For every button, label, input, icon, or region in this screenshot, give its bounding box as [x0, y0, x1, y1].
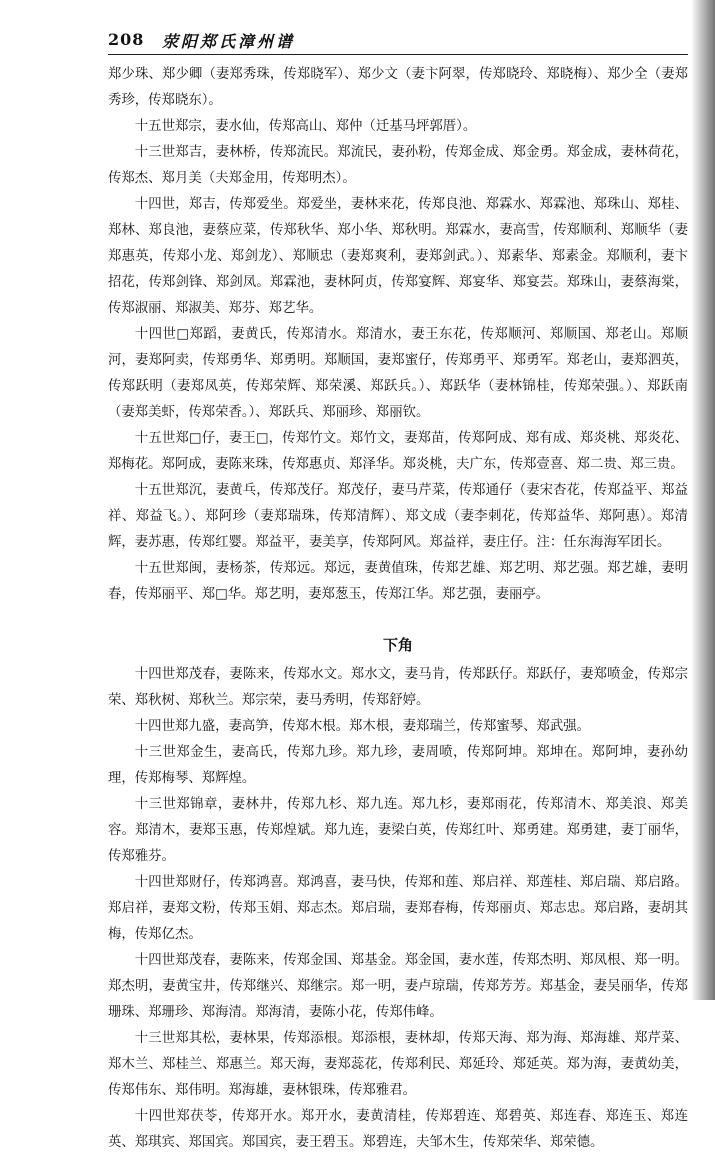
genealogy-paragraph: 十五世郑闽，妻杨茶，传郑远。郑远，妻黄值珠，传郑艺雄、郑艺明、郑艺强。郑艺雄，妻明春，传郑丽平、郑□华。郑艺明，妻郑葱玉，传郑江华。郑艺强，妻丽亭。: [108, 561, 688, 602]
genealogy-paragraph: 十三世郑金生，妻高氏，传郑九珍。郑九珍，妻周喷，传郑阿坤。郑坤在。郑阿坤，妻孙幼理，传郑梅琴、郑辉煌。: [108, 745, 688, 786]
genealogy-paragraph: 十四世郑茯苓，传郑开水。郑开水，妻黄清桂，传郑碧连、郑碧英、郑连春、郑连玉、郑连英、郑琪宾、郑国宾。郑国宾，妻王碧玉。郑碧连，夫邹木生，传郑荣华、郑荣德。: [108, 1109, 688, 1150]
genealogy-paragraph: 十五世郑□仔，妻王□，传郑竹文。郑竹文，妻郑苗，传郑阿成、郑有成、郑炎桃、郑炎花、郑梅花。郑阿成，妻陈来珠，传郑惠贞、郑泽华。郑炎桃，夫广东，传郑壹喜、郑二贵、郑三贵。: [108, 431, 688, 472]
genealogy-paragraph: 十三世郑锦章，妻林井，传郑九杉、郑九连。郑九杉，妻郑雨花，传郑清木、郑美浪、郑美容。郑清木，妻郑玉惠，传郑煌斌。郑九连，妻梁白英，传郑红叶、郑勇建。郑勇建，妻丁丽华，传郑雅芬。: [108, 797, 688, 864]
page-header: [108, 28, 688, 55]
genealogy-paragraph: 十四世，郑吉，传郑爱坐。郑爱坐，妻林来花，传郑良池、郑霖水、郑霖池、郑珠山、郑桂、郑林、郑良池，妻蔡应菜，传郑秋华、郑小华、郑秋明。郑霖水，妻高雪，传郑顺利、郑顺华（妻郑惠英，传郑小龙、郑剑龙）、郑顺忠（妻郑爽利，妻郑剑武。）、郑素华、郑素金。郑顺利，妻卞招花，传郑剑锋、郑剑凤。郑霖池，妻林阿贞，传郑宴辉、郑宴华、郑宴芸。郑珠山，妻蔡海棠，传郑淑丽、郑淑美、郑芬、郑艺华。: [108, 197, 688, 316]
genealogy-paragraph: 十四世郑茂春，妻陈来，传郑水文。郑水文，妻马肯，传郑跃仔。郑跃仔，妻郑喷金，传郑宗荣、郑秋树、郑秋兰。郑宗荣，妻马秀明，传郑舒婷。: [108, 667, 688, 708]
genealogy-paragraph: 十四世郑九盛，妻高笋，传郑木根。郑木根，妻郑瑞兰，传郑蜜琴、郑武强。: [134, 719, 591, 734]
book-title: 荥阳郑氏漳州谱: [162, 32, 296, 51]
section-heading: 下角: [382, 636, 413, 654]
genealogy-paragraph: 十五世郑沉，妻黄乓，传郑茂仔。郑茂仔，妻马芹菜，传郑通仔（妻宋杏花，传郑益平、郑益祥、郑益飞。）、郑阿珍（妻郑瑞珠，传郑清辉）、郑文成（妻李刺花，传郑益华、郑阿惠）。郑清辉，妻苏惠，传郑红婴。郑益平，妻美享，传郑阿风。郑益祥，妻庄仔。注：任东海海军团长。: [108, 483, 688, 550]
genealogy-paragraph: 十四世郑财仔，传郑鸿喜。郑鸿喜，妻马快，传郑和莲、郑启祥、郑莲桂、郑启瑞、郑启路。郑启祥，妻郑文粉，传郑玉娟、郑志杰。郑启瑞，妻郑春梅，传郑丽贞、郑志忠。郑启路，妻胡其梅，传郑亿杰。: [108, 875, 688, 942]
genealogy-paragraph: 十三世郑其松，妻林果，传郑添根。郑添根，妻林却，传郑天海、郑为海、郑海雄、郑芹菜、郑木兰、郑桂兰、郑惠兰。郑天海，妻郑蕊花，传郑利民、郑延玲、郑延英。郑为海，妻黄幼美，传郑伟东、郑伟明。郑海雄，妻林银珠，传郑雅君。: [108, 1031, 688, 1098]
genealogy-paragraph: 十三世郑吉，妻林桥，传郑流民。郑流民，妻孙粉，传郑金成、郑金勇。郑金成，妻林荷花，传郑杰、郑月美（夫郑金用，传郑明杰）。: [108, 145, 688, 186]
genealogy-paragraph: 十四世郑茂春，妻陈来，传郑金国、郑基金。郑金国，妻水莲，传郑杰明、郑凤根、郑一明。郑杰明，妻黄宝井，传郑继兴、郑继宗。郑一明，妻卢琼瑞，传郑芳芳。郑基金，妻吴丽华，传郑珊珠、郑珊珍、郑海清。郑海清，妻陈小花，传郑伟峰。: [108, 953, 688, 1020]
scan-edge-shadow: [691, 0, 715, 1000]
genealogy-paragraph: 十四世□郑蹈，妻黄氏，传郑清水。郑清水，妻王东花，传郑顺河、郑顺国、郑老山。郑顺河，妻郑阿卖，传郑勇华、郑勇明。郑顺国，妻郑蜜仔，传郑勇平、郑勇军。郑老山，妻郑泗英，传郑跃明（妻郑凤英，传郑荣辉、郑荣溪、郑跃兵。）、郑跃华（妻林锦桂，传郑荣强。）、郑跃南（妻郑美虾，传郑荣香。）、郑跃兵、郑丽珍、郑丽钦。: [108, 327, 688, 420]
page-number: 208: [108, 30, 145, 49]
page-body: [108, 62, 688, 1156]
continuation-paragraph: 郑少珠、郑少卿（妻郑秀珠，传郑晓军）、郑少文（妻卞阿翠，传郑晓玲、郑晓梅）、郑少全（妻郑秀珍，传郑晓东）。: [108, 67, 688, 108]
genealogy-paragraph: 十五世郑宗，妻水仙，传郑高山、郑仲（迁基马坪郭厝）。: [134, 119, 477, 134]
